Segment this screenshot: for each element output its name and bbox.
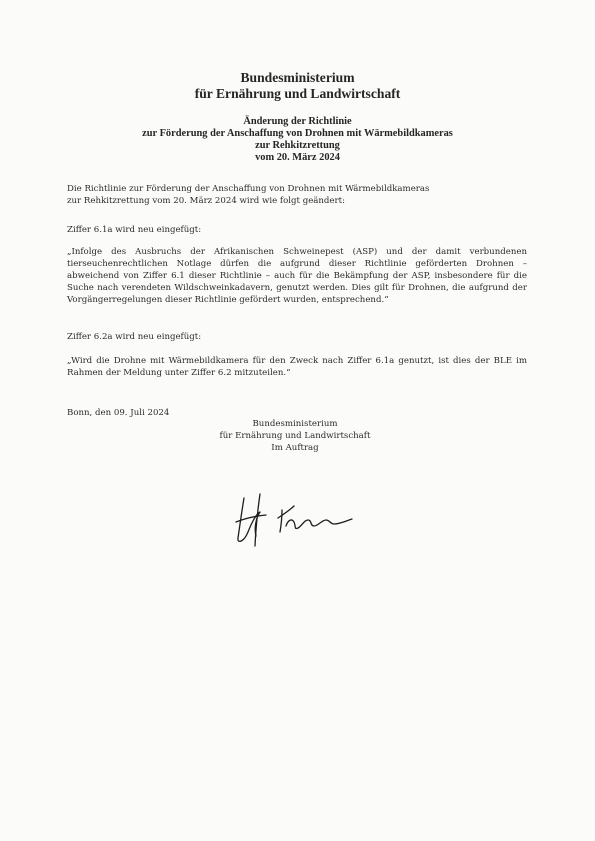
- document-title: [0, 116, 595, 164]
- sign-line-1: Bundesministerium: [252, 419, 338, 429]
- intro-line-2: zur Rehkitzrettung vom 20. März 2024 wird wie folgt geändert:: [67, 196, 345, 206]
- ziffer-61-heading: Ziffer 6.1a wird neu eingefügt:: [67, 225, 202, 235]
- intro-paragraph: [67, 183, 527, 207]
- ministry-line-2: für Ernährung und Landwirtschaft: [194, 86, 401, 101]
- sign-line-3: Im Auftrag: [271, 443, 319, 453]
- title-line-4: vom 20. März 2024: [255, 152, 340, 163]
- handwritten-signature: [230, 488, 365, 550]
- sign-line-2: für Ernährung und Landwirtschaft: [219, 431, 371, 441]
- ziffer-62-heading: Ziffer 6.2a wird neu eingefügt:: [67, 332, 202, 342]
- title-line-2: zur Förderung der Anschaffung von Drohnen mit Wärmebildkameras: [142, 128, 453, 139]
- ministry-heading: [0, 70, 595, 102]
- ziffer-62-text: „Wird die Drohne mit Wärmebildkamera für den Zweck nach Ziffer 6.1a genutzt, ist dies der BLE im Rahmen der Meldung unter Ziffer 6.2 mitzuteilen.“: [67, 356, 527, 378]
- ministry-line-1: Bundesministerium: [240, 70, 355, 85]
- title-line-1: Änderung der Richtlinie: [243, 116, 352, 127]
- ziffer-61-text: „Infolge des Ausbruchs der Afrikanischen Schweinepest (ASP) und der damit verbundenen tierseuchenrechtlichen Notlage dürfen die aufgrund dieser Richtlinie geförderten Drohnen – abweichend von Ziffer 6.1 dieser Richtlinie – auch für die Bekämpfung der ASP, insbesondere für die Suche nach verendeten Wildschweinkadavern, genutzt werden. Dies gilt für Drohnen, die aufgrund der Vorgängerregelungen dieser Richtlinie gefördert wurden, entsprechend.“: [67, 247, 527, 305]
- intro-line-1: Die Richtlinie zur Förderung der Anschaffung von Drohnen mit Wärmebildkameras: [67, 184, 430, 194]
- signature-block: [205, 418, 385, 454]
- place-date: Bonn, den 09. Juli 2024: [67, 408, 170, 418]
- title-line-3: zur Rehkitzrettung: [255, 140, 340, 151]
